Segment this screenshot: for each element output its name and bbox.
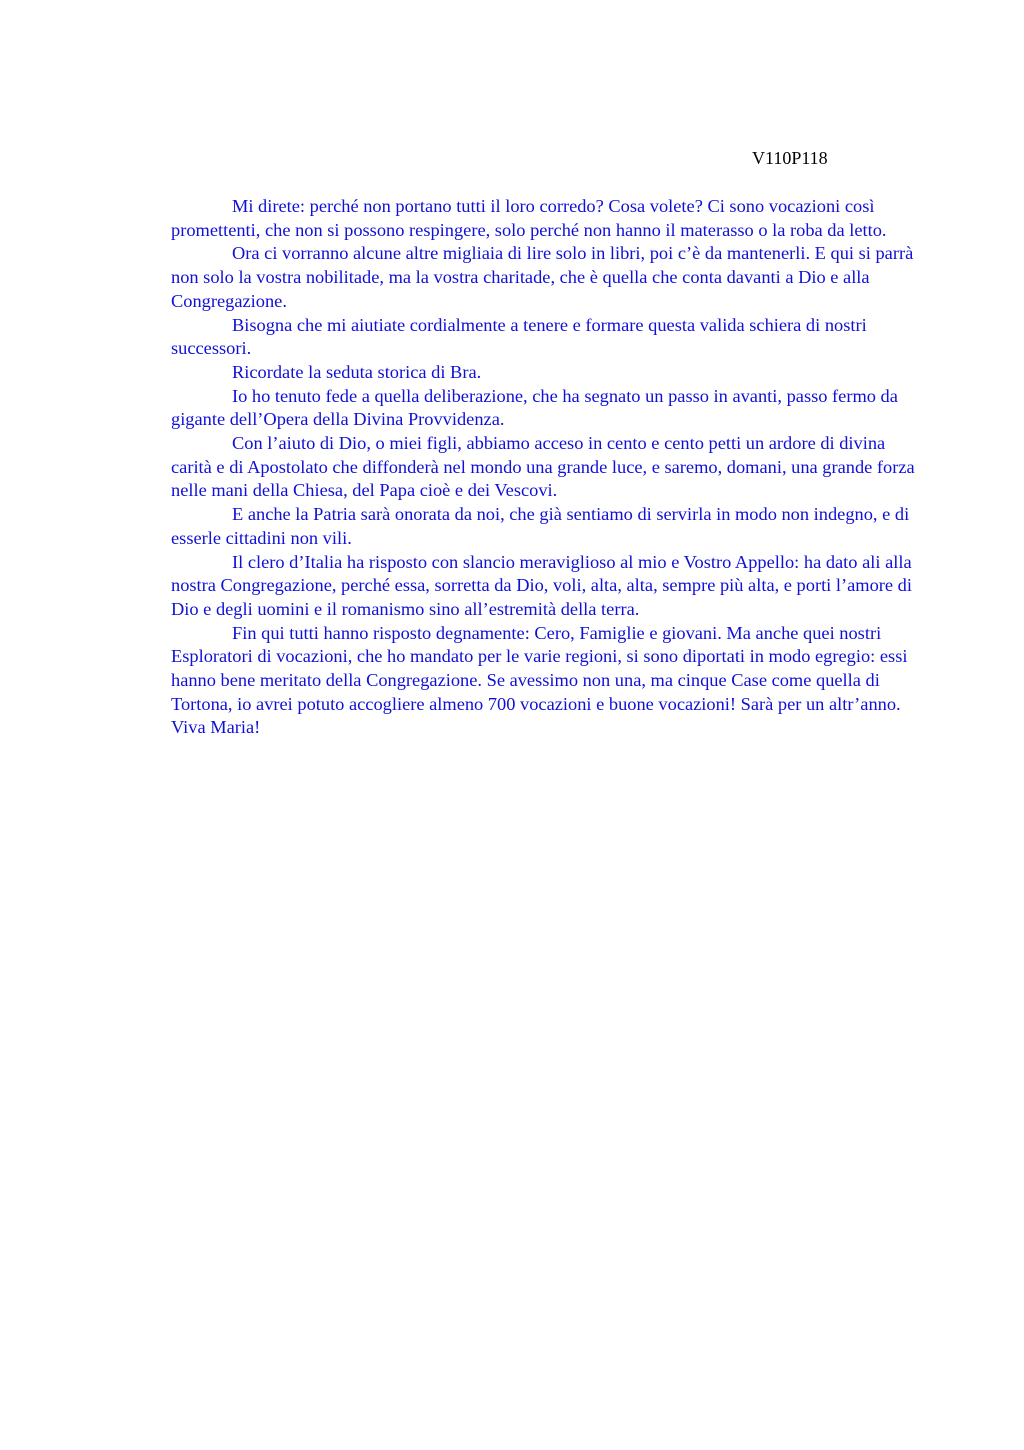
paragraph: E anche la Patria sarà onorata da noi, che già sentiamo di servirla in modo non indegno, e di esserle cittadini non vili. xyxy=(171,504,910,548)
paragraph: Con l’aiuto di Dio, o miei figli, abbiamo acceso in cento e cento petti un ardore di divina carità e di Apostolato che diffonderà nel mondo una grande luce, e saremo, domani, una grande forza nelle mani della Chiesa, del Papa cioè e dei Vescovi. xyxy=(171,433,915,501)
paragraph: Bisogna che mi aiutiate cordialmente a tenere e formare questa valida schiera di nostri successori. xyxy=(171,314,867,359)
paragraph: Fin qui tutti hanno risposto degnamente: Cero, Famiglie e giovani. Ma anche quei nostri Esploratori di vocazioni, che ho mandato per le varie regioni, si sono diportati in modo egregio: essi hanno bene meritato della Congregazione. Se avessimo non una, ma cinque Case come quella di Tortona, io avrei potuto accogliere almeno 700 vocazioni e buone vocazioni! Sarà per un altr’anno. Viva Maria! xyxy=(171,622,908,738)
letter-body xyxy=(171,195,923,740)
paragraph: Il clero d’Italia ha risposto con slancio meraviglioso al mio e Vostro Appello: ha dato ali alla nostra Congregazione, perché essa, sorretta da Dio, voli, alta, alta, sempre più alta, e porti l’amore di Dio e degli uomini e il romanismo sino all’estremità della terra. xyxy=(171,551,912,619)
page-reference: V110P118 xyxy=(752,148,828,168)
paragraph: Ora ci vorranno alcune altre migliaia di lire solo in libri, poi c’è da mantenerli. E qui si parrà non solo la vostra nobilitade, ma la vostra charitade, che è quella che conta davanti a Dio e alla Congregazione. xyxy=(171,243,914,311)
paragraph: Mi direte: perché non portano tutti il loro corredo? Cosa volete? Ci sono vocazioni così promettenti, che non si possono respingere, solo perché non hanno il materasso o la roba da letto. xyxy=(171,196,887,240)
paragraph: Io ho tenuto fede a quella deliberazione, che ha segnato un passo in avanti, passo fermo da gigante dell’Opera della Divina Provvidenza. xyxy=(171,385,898,430)
paragraph: Ricordate la seduta storica di Bra. xyxy=(232,361,482,382)
